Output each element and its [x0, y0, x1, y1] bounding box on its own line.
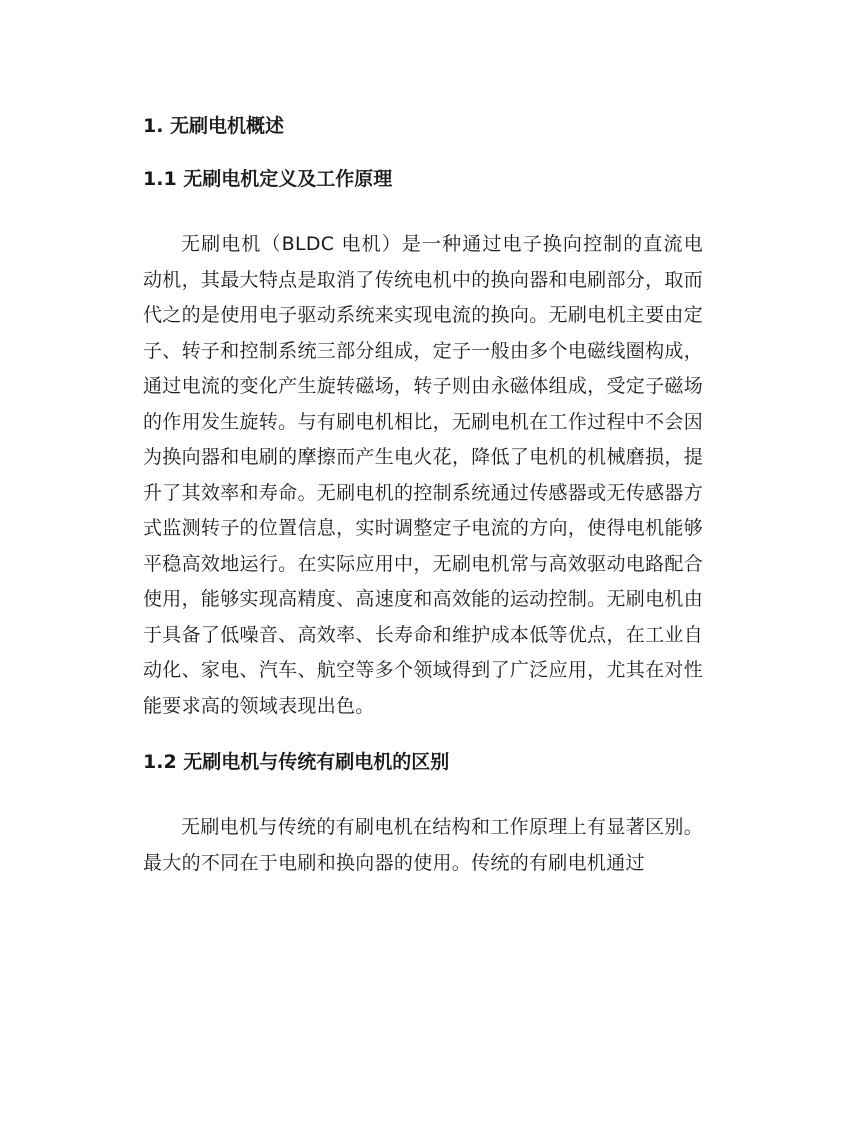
subsection-heading-1-1: 1.1 无刷电机定义及工作原理 [143, 168, 393, 190]
paragraph-bldc-definition: 无刷电机（BLDC 电机）是一种通过电子换向控制的直流电动机，其最大特点是取消了传统电机中的换向器和电刷部分，取而代之的是使用电子驱动系统来实现电流的换向。无刷电机主要由定子、转子和控制系统三部分组成，定子一般由多个电磁线圈构成，通过电流的变化产生旋转磁场，转子则由永磁体组成，受定子磁场的作用发生旋转。与有刷电机相比，无刷电机在工作过程中不会因为换向器和电刷的摩擦而产生电火花，降低了电机的机械磨损，提升了其效率和寿命。无刷电机的控制系统通过传感器或无传感器方式监测转子的位置信息，实时调整定子电流的方向，使得电机能够平稳高效地运行。在实际应用中，无刷电机常与高效驱动电路配合使用，能够实现高精度、高速度和高效能的运动控制。无刷电机由于具备了低噪音、高效率、长寿命和维护成本低等优点，在工业自动化、家电、汽车、航空等多个领域得到了广泛应用，尤其在对性能要求高的领域表现出色。 [143, 233, 703, 717]
paragraph-bldc-vs-brushed: 无刷电机与传统的有刷电机在结构和工作原理上有显著区别。最大的不同在于电刷和换向器的使用。传统的有刷电机通过 [143, 816, 703, 874]
section-heading-1: 1. 无刷电机概述 [143, 115, 285, 137]
document-body [143, 110, 703, 881]
subsection-heading-1-2: 1.2 无刷电机与传统有刷电机的区别 [143, 751, 450, 773]
